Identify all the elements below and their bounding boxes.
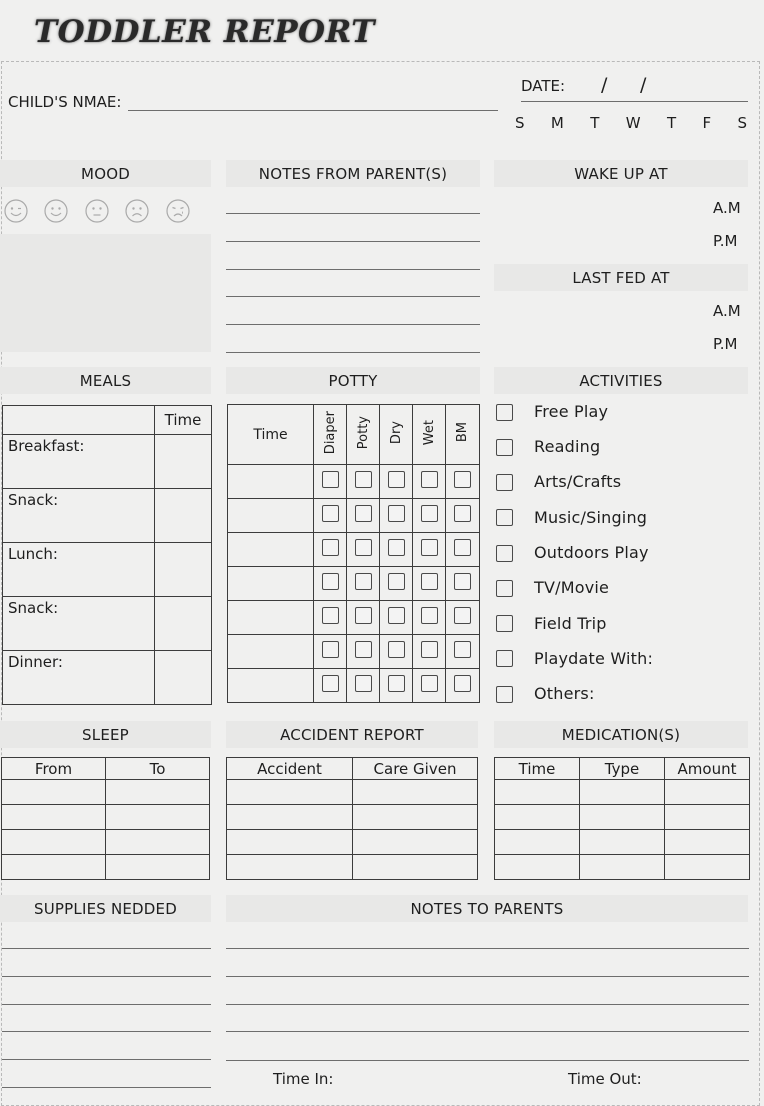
bm-checkbox[interactable]: [454, 471, 471, 488]
accident-col-header: Accident: [227, 758, 353, 780]
weekday-sun[interactable]: S: [515, 114, 525, 132]
potty-checkbox[interactable]: [355, 505, 372, 522]
wake-am-label: A.M: [713, 199, 741, 217]
sleep-cell[interactable]: [2, 805, 106, 830]
activity-label: Music/Singing: [534, 508, 648, 527]
activity-checkbox[interactable]: [496, 545, 513, 562]
potty-col-wet: Wet: [421, 419, 437, 446]
potty-col-potty: Potty: [355, 415, 371, 450]
sleep-cell[interactable]: [2, 830, 106, 855]
med-cell[interactable]: [580, 855, 665, 880]
potty-col-bm: BM: [455, 422, 470, 443]
wet-checkbox[interactable]: [421, 573, 438, 590]
activity-label: Arts/Crafts: [534, 472, 622, 491]
meal-row-label: Breakfast:: [3, 435, 155, 489]
potty-checkbox[interactable]: [355, 675, 372, 692]
sleep-cell[interactable]: [106, 830, 210, 855]
accident-cell[interactable]: [353, 805, 478, 830]
med-cell[interactable]: [495, 855, 580, 880]
potty-checkbox[interactable]: [355, 641, 372, 658]
time-in-label: Time In:: [273, 1070, 334, 1088]
med-cell[interactable]: [665, 780, 750, 805]
notes-from-parents-header: NOTES FROM PARENT(S): [226, 160, 480, 187]
med-cell[interactable]: [495, 830, 580, 855]
potty-time-cell[interactable]: [228, 601, 314, 635]
meal-time-cell[interactable]: [155, 435, 212, 489]
parent-note-line[interactable]: [226, 1060, 749, 1061]
accident-cell[interactable]: [353, 830, 478, 855]
dry-checkbox[interactable]: [388, 471, 405, 488]
potty-table: [227, 404, 480, 703]
supply-line[interactable]: [2, 976, 211, 977]
wake-pm-label: P.M: [713, 232, 738, 250]
fed-pm-label: P.M: [713, 335, 738, 353]
sleep-from-header: From: [2, 758, 106, 780]
sleep-cell[interactable]: [106, 855, 210, 880]
supply-line[interactable]: [2, 1031, 211, 1032]
accident-header: ACCIDENT REPORT: [226, 721, 478, 748]
activity-label: Outdoors Play: [534, 543, 649, 562]
sleep-cell[interactable]: [2, 855, 106, 880]
meal-blank-header: [3, 406, 155, 435]
parent-note-line[interactable]: [226, 1031, 749, 1032]
weekday-fri[interactable]: F: [702, 114, 712, 132]
potty-time-header: Time: [228, 405, 314, 465]
potty-time-cell[interactable]: [228, 635, 314, 669]
dry-checkbox[interactable]: [388, 539, 405, 556]
note-line[interactable]: [226, 324, 480, 325]
date-line[interactable]: [521, 101, 748, 102]
parent-note-line[interactable]: [226, 1004, 749, 1005]
potty-checkbox[interactable]: [355, 539, 372, 556]
wet-checkbox[interactable]: [421, 505, 438, 522]
accident-cell[interactable]: [227, 855, 353, 880]
med-cell[interactable]: [580, 805, 665, 830]
accident-cell[interactable]: [353, 855, 478, 880]
potty-time-cell[interactable]: [228, 465, 314, 499]
note-line[interactable]: [226, 269, 480, 270]
meal-row-label: Dinner:: [3, 651, 155, 705]
med-time-header: Time: [495, 758, 580, 780]
accident-cell[interactable]: [353, 780, 478, 805]
note-line[interactable]: [226, 213, 480, 214]
dry-checkbox[interactable]: [388, 641, 405, 658]
accident-cell[interactable]: [227, 830, 353, 855]
meals-table: [2, 405, 212, 705]
diaper-checkbox[interactable]: [322, 675, 339, 692]
mood-area: [0, 234, 211, 352]
fed-am-label: A.M: [713, 302, 741, 320]
diaper-checkbox[interactable]: [322, 471, 339, 488]
activities-header: ACTIVITIES: [494, 367, 748, 394]
potty-checkbox[interactable]: [355, 471, 372, 488]
mood-header: MOOD: [0, 160, 211, 187]
meal-time-cell[interactable]: [155, 597, 212, 651]
diaper-checkbox[interactable]: [322, 505, 339, 522]
med-cell[interactable]: [495, 780, 580, 805]
dry-checkbox[interactable]: [388, 675, 405, 692]
potty-col-diaper: Diaper: [322, 410, 338, 455]
weekday-row: [515, 114, 747, 132]
neutral-face-icon[interactable]: [85, 199, 109, 223]
bm-checkbox[interactable]: [454, 573, 471, 590]
activity-label: Others:: [534, 684, 595, 703]
weekday-mon[interactable]: M: [550, 114, 564, 132]
weekday-tue[interactable]: T: [590, 114, 600, 132]
bm-checkbox[interactable]: [454, 641, 471, 658]
med-amount-header: Amount: [665, 758, 750, 780]
medication-table: [494, 757, 750, 880]
meal-row-label: Snack:: [3, 489, 155, 543]
wet-checkbox[interactable]: [421, 471, 438, 488]
date-separator: /: [601, 74, 608, 96]
wake-up-header: WAKE UP AT: [494, 160, 748, 187]
supply-line[interactable]: [2, 1087, 211, 1088]
sleep-cell[interactable]: [106, 805, 210, 830]
sleep-cell[interactable]: [106, 780, 210, 805]
wet-checkbox[interactable]: [421, 675, 438, 692]
last-fed-header: LAST FED AT: [494, 264, 748, 291]
date-separator: /: [640, 74, 647, 96]
potty-time-cell[interactable]: [228, 533, 314, 567]
care-given-col-header: Care Given: [353, 758, 478, 780]
bm-checkbox[interactable]: [454, 607, 471, 624]
sleep-cell[interactable]: [2, 780, 106, 805]
meal-time-header: Time: [155, 406, 212, 435]
meal-time-cell[interactable]: [155, 651, 212, 705]
wet-checkbox[interactable]: [421, 641, 438, 658]
medication-header: MEDICATION(S): [494, 721, 748, 748]
supply-line[interactable]: [2, 1059, 211, 1060]
activity-checkbox[interactable]: [496, 580, 513, 597]
potty-checkbox[interactable]: [355, 607, 372, 624]
med-cell[interactable]: [580, 780, 665, 805]
sad-face-icon[interactable]: [125, 199, 149, 223]
bm-checkbox[interactable]: [454, 505, 471, 522]
wet-checkbox[interactable]: [421, 607, 438, 624]
page-title: TODDLER REPORT: [34, 14, 375, 50]
med-cell[interactable]: [665, 855, 750, 880]
med-cell[interactable]: [580, 830, 665, 855]
activity-label: TV/Movie: [534, 578, 610, 597]
med-cell[interactable]: [495, 805, 580, 830]
potty-checkbox[interactable]: [355, 573, 372, 590]
weekday-sat[interactable]: S: [737, 114, 747, 132]
weekday-thu[interactable]: T: [666, 114, 677, 132]
med-cell[interactable]: [665, 830, 750, 855]
meal-time-cell[interactable]: [155, 543, 212, 597]
diaper-checkbox[interactable]: [322, 607, 339, 624]
smile-face-icon[interactable]: [44, 199, 68, 223]
potty-col-dry: Dry: [388, 420, 404, 445]
activity-checkbox[interactable]: [496, 615, 513, 632]
activity-checkbox[interactable]: [496, 404, 513, 421]
supplies-header: SUPPLIES NEDDED: [0, 895, 211, 922]
supply-line[interactable]: [2, 1004, 211, 1005]
notes-to-parents-header: NOTES TO PARENTS: [226, 895, 748, 922]
sleep-table: [1, 757, 210, 880]
dry-checkbox[interactable]: [388, 505, 405, 522]
parent-note-line[interactable]: [226, 948, 749, 949]
time-out-label: Time Out:: [568, 1070, 642, 1088]
activity-label: Free Play: [534, 402, 609, 421]
activity-checkbox[interactable]: [496, 439, 513, 456]
potty-time-cell[interactable]: [228, 499, 314, 533]
child-name-line[interactable]: [128, 110, 498, 111]
note-line[interactable]: [226, 296, 480, 297]
bm-checkbox[interactable]: [454, 675, 471, 692]
meal-row-label: Snack:: [3, 597, 155, 651]
meal-row-label: Lunch:: [3, 543, 155, 597]
sleep-header: SLEEP: [0, 721, 211, 748]
activity-checkbox[interactable]: [496, 474, 513, 491]
wink-face-icon[interactable]: [4, 199, 28, 223]
activity-label: Playdate With:: [534, 649, 654, 668]
diaper-checkbox[interactable]: [322, 539, 339, 556]
parent-note-line[interactable]: [226, 976, 749, 977]
activity-checkbox[interactable]: [496, 509, 513, 526]
diaper-checkbox[interactable]: [322, 641, 339, 658]
crying-face-icon[interactable]: [166, 199, 190, 223]
diaper-checkbox[interactable]: [322, 573, 339, 590]
weekday-wed[interactable]: W: [625, 114, 641, 132]
sleep-to-header: To: [106, 758, 210, 780]
bm-checkbox[interactable]: [454, 539, 471, 556]
note-line[interactable]: [226, 241, 480, 242]
activity-checkbox[interactable]: [496, 686, 513, 703]
wet-checkbox[interactable]: [421, 539, 438, 556]
supply-line[interactable]: [2, 948, 211, 949]
meals-header: MEALS: [0, 367, 211, 394]
dry-checkbox[interactable]: [388, 573, 405, 590]
med-type-header: Type: [580, 758, 665, 780]
potty-header: POTTY: [226, 367, 480, 394]
potty-time-cell[interactable]: [228, 669, 314, 703]
activity-checkbox[interactable]: [496, 650, 513, 667]
date-label: DATE:: [521, 77, 566, 95]
accident-cell[interactable]: [227, 805, 353, 830]
child-name-label: CHILD'S NMAE:: [8, 93, 122, 111]
note-line[interactable]: [226, 352, 480, 353]
accident-table: [226, 757, 478, 880]
accident-cell[interactable]: [227, 780, 353, 805]
activity-label: Field Trip: [534, 614, 607, 633]
potty-time-cell[interactable]: [228, 567, 314, 601]
dry-checkbox[interactable]: [388, 607, 405, 624]
meal-time-cell[interactable]: [155, 489, 212, 543]
activity-label: Reading: [534, 437, 601, 456]
med-cell[interactable]: [665, 805, 750, 830]
